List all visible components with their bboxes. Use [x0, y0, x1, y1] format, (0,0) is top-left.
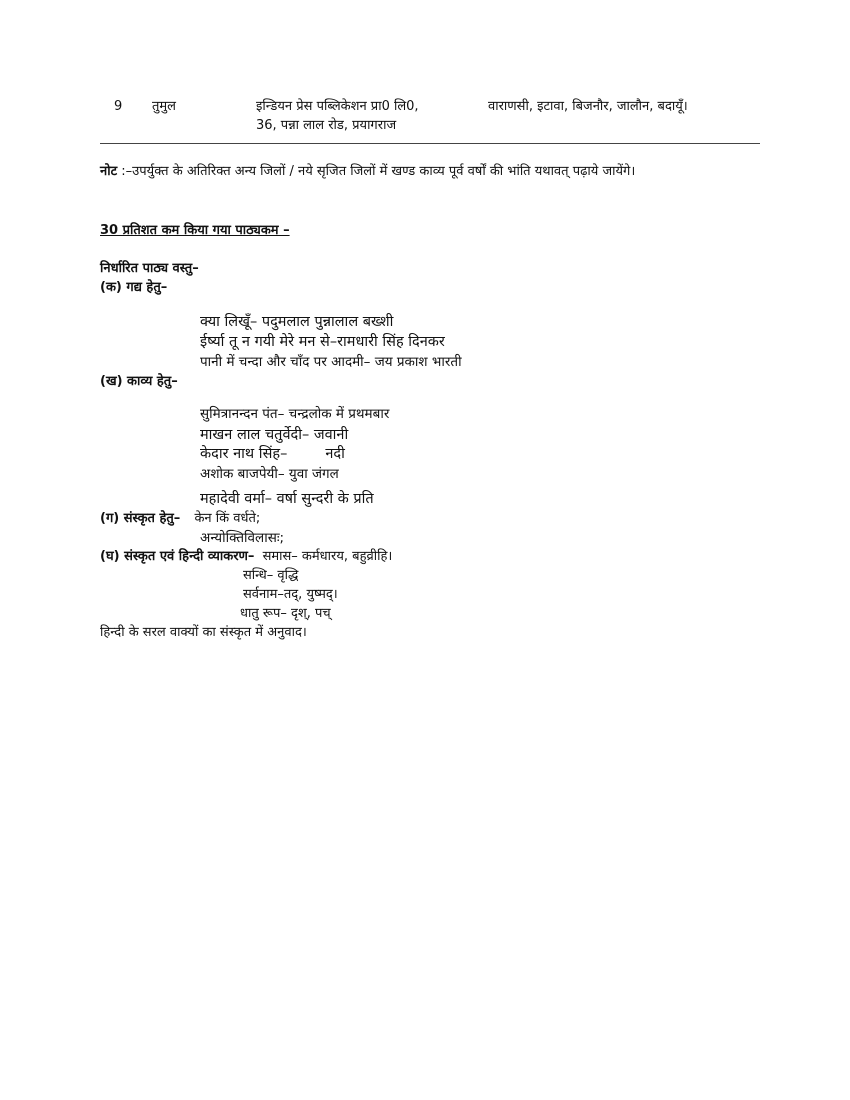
kavya-poet-kedar: केदार नाथ सिंह– [200, 446, 288, 462]
publisher-name: इन्डियन प्रेस पब्लिकेशन प्रा0 लि0, [256, 99, 419, 114]
grammar-row [100, 548, 392, 567]
kavya-item-5: महादेवी वर्मा– वर्षा सुन्दरी के प्रति [200, 491, 374, 507]
publisher-address: 36, पन्ना लाल रोड, प्रयागराज [256, 117, 397, 133]
kavya-poem-nadi: नदी [325, 446, 345, 462]
grammar-dhatu: धातु रूप– दृश्, पच् [240, 606, 331, 621]
note-label: नोट [100, 164, 118, 179]
gadya-item-3: पानी में चन्दा और चाँद पर आदमी– जय प्रकाश भारती [200, 354, 462, 370]
sanskrit-label: (ग) संस्कृत हेतु– [100, 511, 181, 526]
sanskrit-lesson-2: अन्योक्तिविलासः; [200, 530, 285, 546]
kavya-label: (ख) काव्य हेतु– [100, 374, 178, 389]
note-paragraph [100, 163, 730, 182]
table-bottom-rule [100, 143, 760, 144]
kavya-item-3 [200, 444, 345, 465]
gadya-item-2: ईर्ष्या तू न गयी मेरे मन से–रामधारी सिंह दिनकर [200, 334, 445, 350]
grammar-anuvad: हिन्दी के सरल वाक्यों का संस्कृत में अनुवाद। [100, 625, 307, 640]
book-title: तुमुल [152, 99, 176, 114]
kavya-item-2: माखन लाल चतुर्वेदी– जवानी [200, 427, 349, 443]
districts: वाराणसी, इटावा, बिजनौर, जालौन, बदायूँ। [488, 99, 688, 114]
grammar-label: (घ) संस्कृत एवं हिन्दी व्याकरण– [100, 549, 255, 564]
kavya-item-1: सुमित्रानन्दन पंत– चन्द्रलोक में प्रथमबार [200, 406, 390, 422]
gadya-label: (क) गद्य हेतु– [100, 280, 168, 295]
sanskrit-row [100, 510, 260, 529]
table-row [100, 98, 760, 144]
grammar-sandhi: सन्धि– वृद्धि [243, 568, 299, 583]
prescribed-content-label: निर्धारित पाठ्य वस्तु– [100, 261, 199, 276]
row-number: 9 [114, 99, 123, 114]
reduced-syllabus-heading: 30 प्रतिशत कम किया गया पाठ्यकम – [100, 223, 290, 238]
sanskrit-lesson-1: केन किं वर्धते; [194, 511, 261, 526]
gadya-item-1: क्या लिखूँ– पदुमलाल पुन्नालाल बख्शी [200, 314, 394, 330]
publisher [256, 98, 486, 136]
grammar-samas: समास– कर्मधारय, बहुव्रीहि। [262, 549, 393, 564]
note-text: :–उपर्युक्त के अतिरिक्त अन्य जिलों / नये सृजित जिलों में खण्ड काव्य पूर्व वर्षों की भांति यथावत् पढ़ाये जायेंगे। [117, 164, 636, 179]
kavya-item-4: अशोक बाजपेयी– युवा जंगल [200, 466, 339, 482]
grammar-sarvanam: सर्वनाम–तद्, युष्मद्। [243, 587, 338, 602]
